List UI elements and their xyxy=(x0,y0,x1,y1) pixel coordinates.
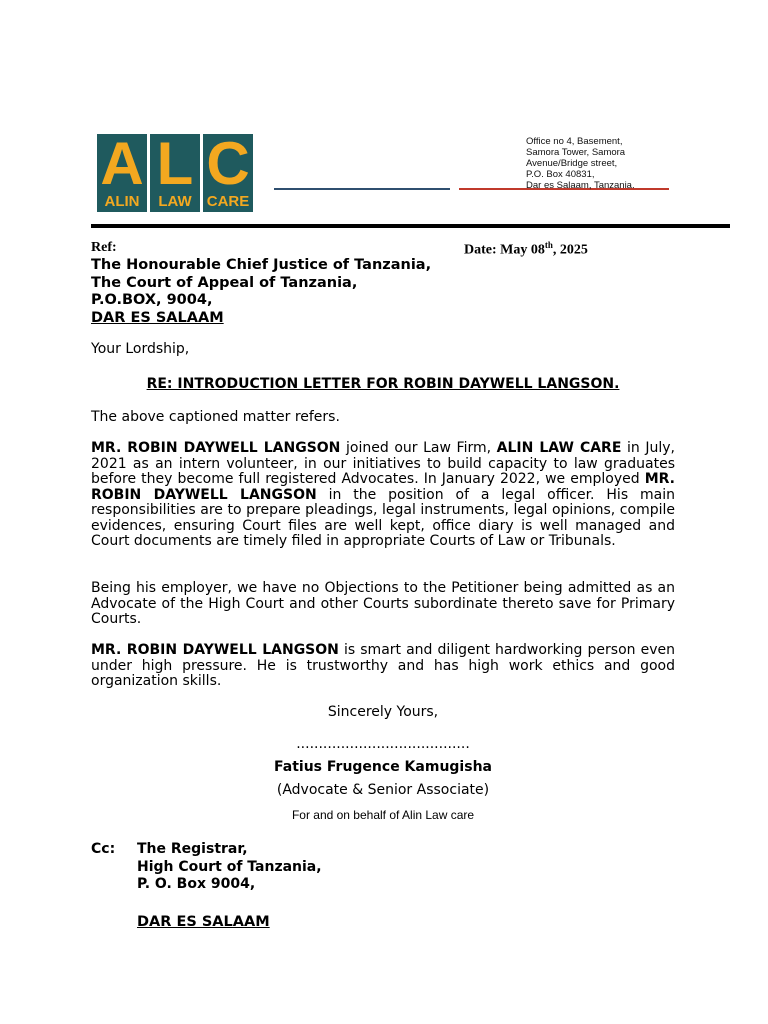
captioned-matter: The above captioned matter refers. xyxy=(91,409,340,425)
addressee-line: P.O.BOX, 9004, xyxy=(91,292,213,308)
address-line: Office no 4, Basement, xyxy=(526,136,623,147)
ref-label: Ref: xyxy=(91,240,117,255)
logo-tile-l: L LAW xyxy=(150,134,200,212)
cc-recipient xyxy=(137,841,322,894)
logo-tile-a: A ALIN xyxy=(97,134,147,212)
cc-line: High Court of Tanzania, xyxy=(137,858,322,875)
cc-label: Cc: xyxy=(91,841,116,857)
addressee-city: DAR ES SALAAM xyxy=(91,309,224,326)
addressee-block xyxy=(91,257,431,327)
cc-line: P. O. Box 9004, xyxy=(137,876,256,892)
address-line: P.O. Box 40831, xyxy=(526,169,595,180)
cc-city: DAR ES SALAAM xyxy=(137,914,270,930)
subject-line: RE: INTRODUCTION LETTER FOR ROBIN DAYWELL LANGSON. xyxy=(146,376,620,392)
signer-title: (Advocate & Senior Associate) xyxy=(276,782,490,798)
cc-line: The Registrar, xyxy=(137,841,248,857)
logo-tile-c: C CARE xyxy=(203,134,253,212)
signer-name: Fatius Frugence Kamugisha xyxy=(274,759,492,775)
paragraph-employment: MR. ROBIN DAYWELL LANGSON joined our Law Firm, ALIN LAW CARE in July, 2021 as an intern volunteer, in our initiatives to build capacity to law graduates before they become full registered Advocates. In January 2022, we employed MR. ROBIN DAYWELL LANGSON in the position of a legal officer. His main responsibilities are to prepare pleadings, legal instruments, legal opinions, compile evidences, ensuring Court files are well kept, office diary is well managed and Court documents are timely filed in appropriate Courts of Law or Tribunals. xyxy=(91,440,675,549)
address-line: Avenue/Bridge street, xyxy=(526,158,618,169)
paragraph-no-objection: Being his employer, we have no Objections to the Petitioner being admitted as an Advocate of the High Court and other Courts subordinate thereto save for Primary Courts. xyxy=(91,580,675,627)
firm-logo xyxy=(97,130,253,212)
office-address xyxy=(526,136,676,191)
address-line: Dar es Salaam, Tanzania. xyxy=(526,180,635,191)
letterhead-rule-blue xyxy=(274,188,450,190)
addressee-line: The Court of Appeal of Tanzania, xyxy=(91,274,358,291)
paragraph-character: MR. ROBIN DAYWELL LANGSON is smart and diligent hardworking person even under high pressure. He is trustworthy and has high work ethics and good organization skills. xyxy=(91,642,675,689)
salutation: Your Lordship, xyxy=(91,341,190,357)
letterhead-divider xyxy=(91,224,730,228)
address-line: Samora Tower, Samora xyxy=(526,147,626,158)
addressee-line: The Honourable Chief Justice of Tanzania, xyxy=(91,257,432,273)
closing: Sincerely Yours, xyxy=(327,704,439,720)
signature-line: ....................................... xyxy=(296,736,470,752)
on-behalf-of: For and on behalf of Alin Law care xyxy=(291,808,475,822)
letter-date: Date: May 08th, 2025 xyxy=(464,240,588,258)
